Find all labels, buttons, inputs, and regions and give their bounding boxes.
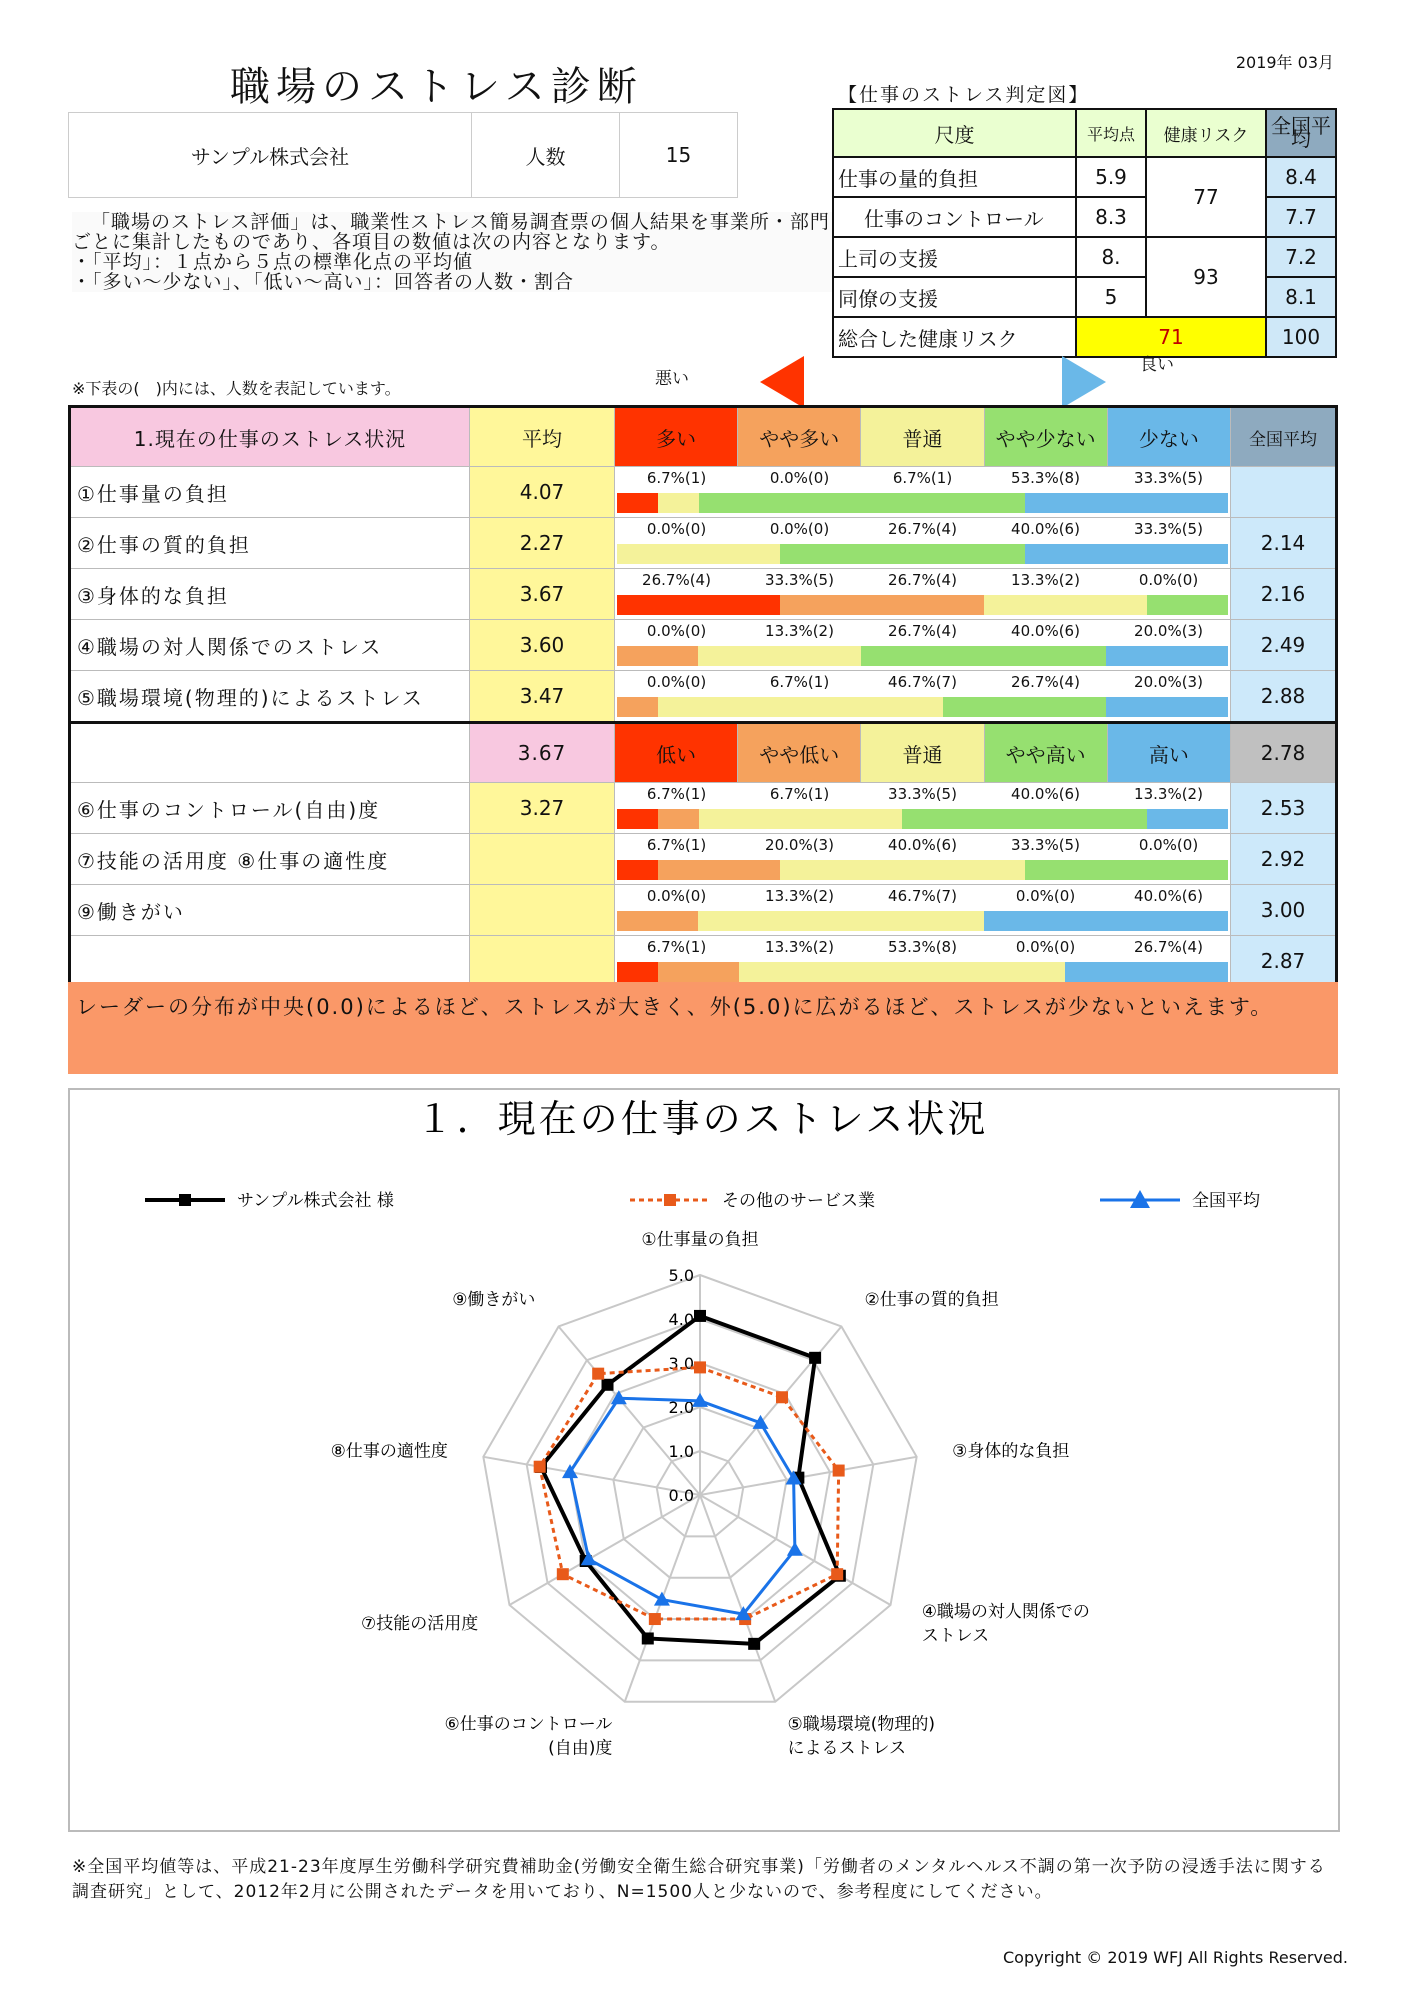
axis-label: ①仕事量の負担: [641, 1230, 759, 1250]
row-nat: 2.16: [1231, 569, 1337, 620]
row-distribution: [615, 783, 1231, 834]
pct-value: 13.3%(2): [765, 938, 834, 956]
pct-value: 0.0%(0): [646, 622, 707, 640]
section2-blank: [70, 723, 470, 783]
pct-value: 0.0%(0): [769, 469, 830, 487]
row-nat: 2.53: [1231, 783, 1337, 834]
company-name: サンプル株式会社: [69, 113, 472, 198]
bar-segment: [658, 697, 943, 717]
table-row: [70, 783, 1337, 834]
stacked-bar: [617, 646, 1228, 666]
chart-title: １．現在の仕事のストレス状況: [415, 1097, 989, 1141]
pct-value: 33.3%(5): [1134, 520, 1203, 538]
grid-spoke: [483, 1457, 700, 1495]
bar-segment: [617, 595, 780, 615]
table-row: [70, 569, 1337, 620]
row-avg: 3.60: [470, 620, 615, 671]
bar-segment: [617, 697, 658, 717]
judge-row-nat: 7.7: [1266, 197, 1336, 237]
series-marker: [694, 1361, 706, 1373]
pct-row: [615, 469, 1230, 487]
pct-value: 0.0%(0): [646, 520, 707, 538]
series-marker: [534, 1461, 546, 1473]
bar-segment: [780, 860, 1024, 880]
judge-head-scale: 尺度: [833, 109, 1076, 157]
table-row: [70, 936, 1337, 988]
pct-value: 0.0%(0): [646, 673, 707, 691]
judge-row-avg: 8.: [1076, 237, 1146, 277]
grid-spoke: [700, 1457, 917, 1495]
pct-value: 20.0%(3): [765, 836, 834, 854]
head-col: 普通: [861, 407, 984, 467]
tick-label: 3.0: [668, 1354, 694, 1373]
tick-label: 1.0: [668, 1442, 694, 1461]
row-nat: 2.92: [1231, 834, 1337, 885]
bar-segment: [658, 493, 699, 513]
bar-segment: [861, 646, 1105, 666]
axis-label: ②仕事の質的負担: [864, 1289, 999, 1310]
bar-segment: [617, 809, 658, 829]
row-distribution: [615, 834, 1231, 885]
bar-segment: [1106, 697, 1228, 717]
bar-segment: [658, 809, 699, 829]
head-col: 普通: [861, 723, 984, 783]
section2-nat: 2.78: [1231, 723, 1337, 783]
head-col: 少ない: [1107, 407, 1230, 467]
axis-label: ④職場の対人関係でのストレス: [921, 1602, 1090, 1646]
axis-label: ⑤職場環境(物理的)によるストレス: [787, 1714, 936, 1759]
row-label: ②仕事の質的負担: [70, 518, 470, 569]
good-label: 良い: [1140, 355, 1174, 375]
pct-value: 26.7%(4): [888, 571, 957, 589]
series-marker: [833, 1465, 845, 1477]
stacked-bar: [617, 809, 1228, 829]
head-col: やや低い: [738, 723, 861, 783]
pct-value: 53.3%(8): [888, 938, 957, 956]
pct-row: [615, 520, 1230, 538]
page-title: 職場のストレス診断: [230, 64, 643, 110]
stress-rows-2: [70, 783, 1337, 988]
judge-head-avg: 平均点: [1076, 109, 1146, 157]
pct-value: 0.0%(0): [1138, 571, 1199, 589]
pct-value: 33.3%(5): [765, 571, 834, 589]
pct-value: 46.7%(7): [888, 673, 957, 691]
head-col: 多い: [615, 407, 738, 467]
judge-row-nat: 8.4: [1266, 157, 1336, 197]
pct-value: 6.7%(1): [646, 938, 707, 956]
series-marker: [748, 1638, 760, 1650]
grid-spoke: [509, 1495, 700, 1605]
bar-segment: [658, 860, 780, 880]
pct-value: 26.7%(4): [1134, 938, 1203, 956]
stacked-bar: [617, 860, 1228, 880]
judge-row-avg: 5: [1076, 277, 1146, 317]
stacked-bar: [617, 697, 1228, 717]
footnote: ※全国平均値等は、平成21-23年度厚生労働科学研究費補助金(労働安全衛生総合研究事業)「労働者のメンタルヘルス不調の第一次予防の浸透手法に関する調査研究」として、2012年2月に公開されたデータを用いており、N=1500人と少ないので、参考程度にしてください。: [72, 1857, 1326, 1902]
series-marker: [642, 1632, 654, 1644]
pct-value: 0.0%(0): [646, 887, 707, 905]
judge-row-label: 仕事のコントロール: [833, 197, 1076, 237]
pct-value: 40.0%(6): [1134, 887, 1203, 905]
row-avg: 3.47: [470, 671, 615, 723]
bar-segment: [1065, 962, 1228, 982]
axis-label: ⑧仕事の適性度: [330, 1441, 448, 1462]
head-col: 低い: [615, 723, 738, 783]
judge-row-avg: 8.3: [1076, 197, 1146, 237]
judge-head-risk: 健康リスク: [1146, 109, 1266, 157]
bar-segment: [1025, 544, 1228, 564]
row-label: [70, 936, 470, 988]
bar-segment: [658, 962, 739, 982]
bar-segment: [617, 544, 780, 564]
pct-row: [615, 836, 1230, 854]
judge-row-nat: 8.1: [1266, 277, 1336, 317]
head-col: 高い: [1107, 723, 1230, 783]
bar-segment: [1147, 595, 1228, 615]
pct-value: 13.3%(2): [1134, 785, 1203, 803]
company-info-table: [68, 112, 738, 198]
pct-row: [615, 887, 1230, 905]
row-nat: 2.14: [1231, 518, 1337, 569]
pct-row: [615, 938, 1230, 956]
row-avg: 4.07: [470, 467, 615, 518]
bar-segment: [1147, 809, 1228, 829]
pct-value: 26.7%(4): [888, 622, 957, 640]
row-nat: [1231, 467, 1337, 518]
bar-segment: [617, 911, 698, 931]
grid-spoke: [700, 1326, 841, 1495]
pct-value: 6.7%(1): [892, 469, 953, 487]
pct-value: 6.7%(1): [646, 785, 707, 803]
row-nat: 2.88: [1231, 671, 1337, 723]
bar-segment: [617, 493, 658, 513]
series-marker: [649, 1613, 661, 1625]
pct-value: 13.3%(2): [765, 887, 834, 905]
stacked-bar: [617, 962, 1228, 982]
pct-value: 6.7%(1): [769, 785, 830, 803]
radar-chart-box: [68, 1088, 1340, 1832]
pct-value: 0.0%(0): [1015, 887, 1076, 905]
row-avg: [470, 834, 615, 885]
bar-segment: [780, 595, 983, 615]
bar-segment: [984, 911, 1228, 931]
tick-label: 5.0: [668, 1266, 694, 1285]
tick-label: 4.0: [668, 1310, 694, 1329]
pct-value: 40.0%(6): [1011, 520, 1080, 538]
table-row: [70, 834, 1337, 885]
pct-value: 0.0%(0): [769, 520, 830, 538]
pct-value: 0.0%(0): [1138, 836, 1199, 854]
row-distribution: [615, 569, 1231, 620]
pct-value: 0.0%(0): [1015, 938, 1076, 956]
table-note: ※下表の( )内には、人数を表記しています。: [72, 379, 401, 398]
legend-marker: [179, 1194, 191, 1206]
series-marker: [776, 1391, 788, 1403]
judge-row-label: 上司の支援: [833, 237, 1076, 277]
bar-segment: [698, 911, 983, 931]
pct-value: 40.0%(6): [888, 836, 957, 854]
row-avg: 2.27: [470, 518, 615, 569]
pct-value: 33.3%(5): [1011, 836, 1080, 854]
pct-value: 20.0%(3): [1134, 622, 1203, 640]
series-marker: [831, 1568, 843, 1580]
bar-segment: [902, 809, 1146, 829]
bad-label: 悪い: [655, 369, 689, 389]
row-avg: [470, 885, 615, 936]
bar-segment: [617, 860, 658, 880]
section2-avg: 3.67: [470, 723, 615, 783]
axis-label: ⑦技能の活用度: [361, 1614, 479, 1634]
stacked-bar: [617, 911, 1228, 931]
row-avg: [470, 936, 615, 988]
bar-segment: [739, 962, 1065, 982]
series-marker: [654, 1592, 670, 1606]
judge-title: 【仕事のストレス判定図】: [838, 84, 1090, 106]
nat-header: 全国平均: [1231, 407, 1337, 467]
bar-segment: [699, 809, 902, 829]
bar-segment: [698, 646, 861, 666]
count-value: 15: [620, 113, 738, 198]
pct-row: [615, 785, 1230, 803]
bar-segment: [1025, 493, 1228, 513]
explanation-banner: [68, 982, 1338, 1074]
row-label: ⑤職場環境(物理的)によるストレス: [70, 671, 470, 723]
judge-total-value: 71: [1076, 317, 1266, 357]
row-nat: 2.49: [1231, 620, 1337, 671]
bar-segment: [943, 697, 1106, 717]
row-label: ④職場の対人関係でのストレス: [70, 620, 470, 671]
description: [72, 212, 832, 292]
row-label: ⑥仕事のコントロール(自由)度: [70, 783, 470, 834]
pct-value: 26.7%(4): [888, 520, 957, 538]
legend-label: サンプル株式会社 様: [237, 1191, 394, 1211]
pct-value: 6.7%(1): [769, 673, 830, 691]
table-row: [70, 671, 1337, 723]
stress-table-title: 1.現在の仕事のストレス状況: [70, 407, 470, 467]
table-row: [70, 885, 1337, 936]
bar-segment: [1025, 860, 1228, 880]
table-row: [70, 518, 1337, 569]
judge-table: [832, 108, 1337, 358]
row-distribution: [615, 467, 1231, 518]
judge-total-nat: 100: [1266, 317, 1336, 357]
bar-segment: [617, 962, 658, 982]
stacked-bar: [617, 493, 1228, 513]
series-marker: [602, 1379, 614, 1391]
pct-value: 40.0%(6): [1011, 622, 1080, 640]
series-marker: [809, 1352, 821, 1364]
table-row: [70, 620, 1337, 671]
bar-segment: [1106, 646, 1228, 666]
description-bullet1: ・「平均」：１点から５点の標準化点の平均値: [72, 251, 474, 273]
judge-total-label: 総合した健康リスク: [833, 317, 1076, 357]
pct-value: 33.3%(5): [1134, 469, 1203, 487]
row-label: ⑨働きがい: [70, 885, 470, 936]
bar-segment: [699, 493, 1025, 513]
pct-value: 20.0%(3): [1134, 673, 1203, 691]
judge-row-label: 仕事の量的負担: [833, 157, 1076, 197]
row-distribution: [615, 671, 1231, 723]
radar-chart: [70, 1090, 1334, 1826]
row-nat: 3.00: [1231, 885, 1337, 936]
pct-row: [615, 673, 1230, 691]
axis-label: ③身体的な負担: [952, 1441, 1070, 1462]
pct-value: 6.7%(1): [646, 469, 707, 487]
row-avg: 3.67: [470, 569, 615, 620]
row-distribution: [615, 518, 1231, 569]
head-col: やや少ない: [984, 407, 1107, 467]
head-col: やや多い: [738, 407, 861, 467]
stress-table: [68, 405, 1338, 989]
pct-value: 40.0%(6): [1011, 785, 1080, 803]
bar-segment: [780, 544, 1024, 564]
series-marker: [557, 1568, 569, 1580]
description-text: 「職場のストレス評価」は、職業性ストレス簡易調査票の個人結果を事業所・部門ごとに集計したものであり、各項目の数値は次の内容となります。: [72, 211, 830, 253]
table-row: [70, 467, 1337, 518]
judge-row-nat: 7.2: [1266, 237, 1336, 277]
row-nat: 2.87: [1231, 936, 1337, 988]
judge-row-avg: 5.9: [1076, 157, 1146, 197]
row-distribution: [615, 936, 1231, 988]
arrow-left-icon: [760, 356, 804, 408]
pct-row: [615, 622, 1230, 640]
stacked-bar: [617, 544, 1228, 564]
pct-value: 26.7%(4): [1011, 673, 1080, 691]
row-distribution: [615, 620, 1231, 671]
head-col: やや高い: [984, 723, 1107, 783]
pct-value: 13.3%(2): [1011, 571, 1080, 589]
row-label: ①仕事量の負担: [70, 467, 470, 518]
row-avg: 3.27: [470, 783, 615, 834]
pct-value: 6.7%(1): [646, 836, 707, 854]
judge-head-nat: 全国平均: [1266, 109, 1336, 157]
description-bullet2: ・「多い～少ない」、「低い～高い」：回答者の人数・割合: [72, 271, 575, 293]
tick-label: 0.0: [668, 1486, 694, 1505]
pct-value: 53.3%(8): [1011, 469, 1080, 487]
axis-label: ⑥仕事のコントロール(自由)度: [444, 1714, 613, 1759]
grid-spoke: [700, 1495, 775, 1702]
count-label: 人数: [472, 113, 620, 198]
stacked-bar: [617, 595, 1228, 615]
pct-value: 26.7%(4): [642, 571, 711, 589]
pct-value: 33.3%(5): [888, 785, 957, 803]
pct-value: 46.7%(7): [888, 887, 957, 905]
series-marker: [592, 1368, 604, 1380]
report-date: 2019年 03月: [1235, 53, 1334, 72]
tick-label: 2.0: [668, 1398, 694, 1417]
pct-value: 13.3%(2): [765, 622, 834, 640]
legend-marker: [664, 1194, 676, 1206]
banner-text: レーダーの分布が中央(0.0)によるほど、ストレスが大きく、外(5.0)に広がるほど、ストレスが少ないといえます。: [76, 995, 1274, 1019]
legend-label: 全国平均: [1192, 1191, 1260, 1211]
axis-label: ⑨働きがい: [452, 1289, 536, 1310]
avg-header: 平均: [470, 407, 615, 467]
bar-segment: [617, 646, 698, 666]
series-marker: [694, 1310, 706, 1322]
series-marker: [787, 1542, 803, 1556]
pct-row: [615, 571, 1230, 589]
bar-segment: [984, 595, 1147, 615]
row-label: ⑦技能の活用度 ⑧仕事の適性度: [70, 834, 470, 885]
judge-risk1: 77: [1146, 157, 1266, 237]
row-label: ③身体的な負担: [70, 569, 470, 620]
row-distribution: [615, 885, 1231, 936]
judge-risk2: 93: [1146, 237, 1266, 317]
copyright: Copyright © 2019 WFJ All Rights Reserved.: [1002, 1948, 1348, 1967]
judge-row-label: 同僚の支援: [833, 277, 1076, 317]
legend-label: その他のサービス業: [722, 1191, 875, 1211]
stress-rows-1: [70, 467, 1337, 723]
arrow-right-icon: [1062, 356, 1106, 408]
